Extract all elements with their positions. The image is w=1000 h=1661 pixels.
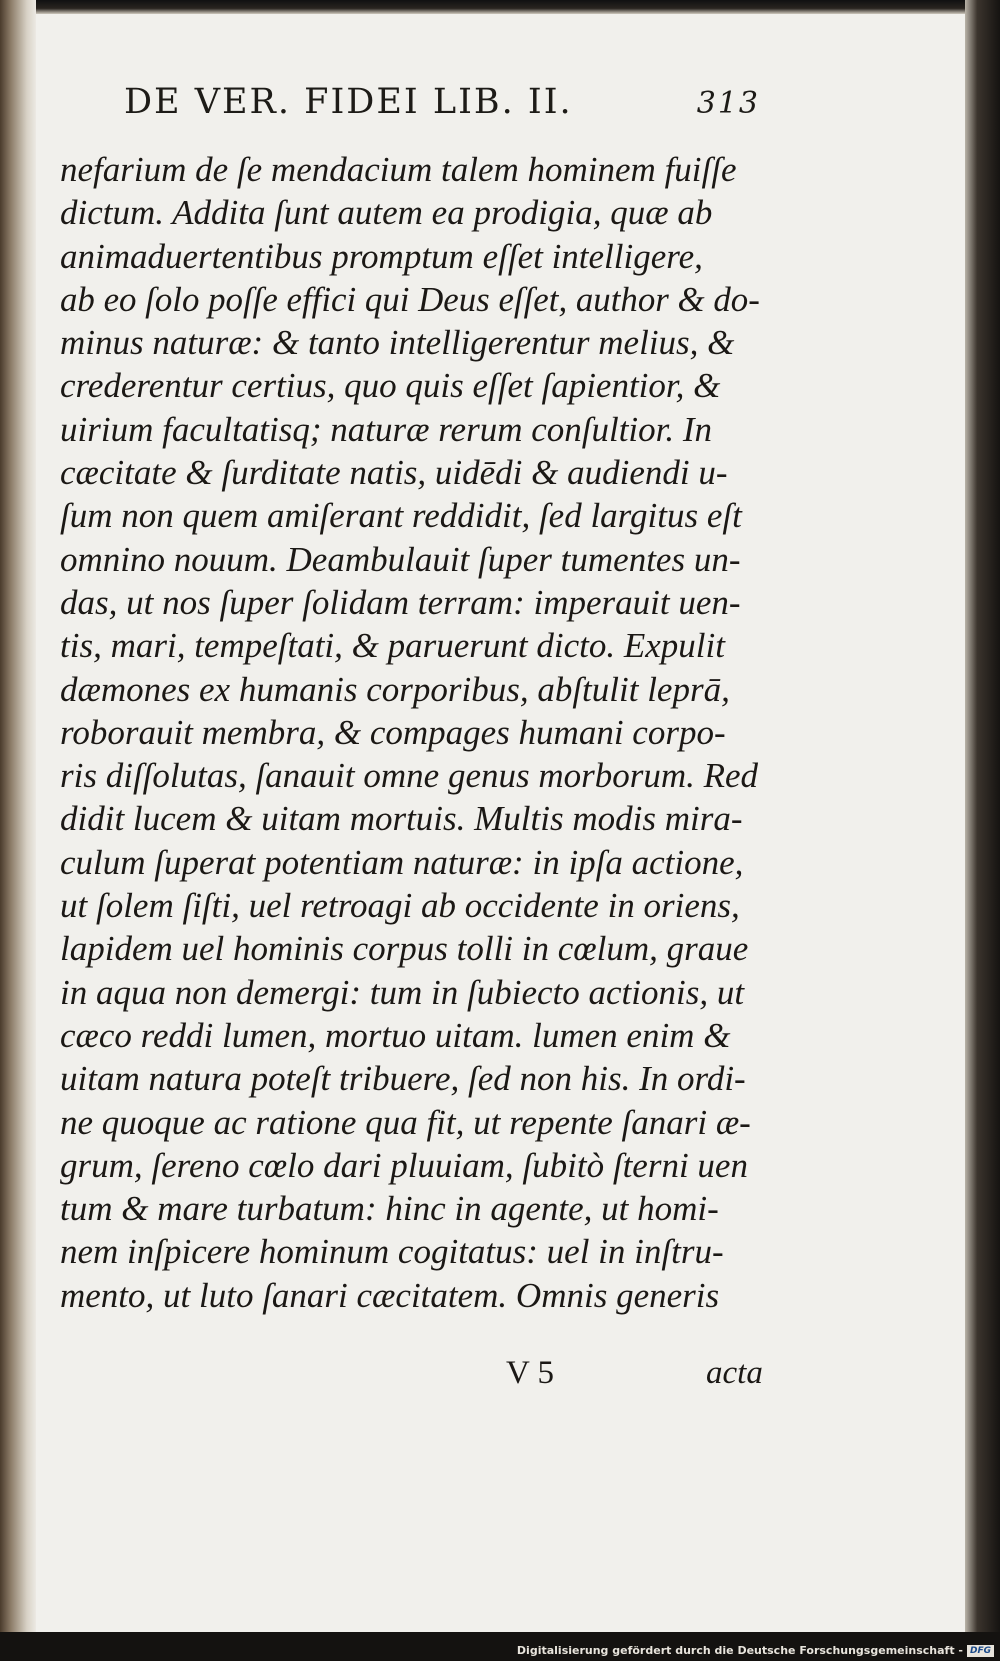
text-line: nefarium de ſe mendacium talem hominem fuiſſe bbox=[60, 150, 737, 189]
text-line: lapidem uel hominis corpus tolli in cœlum, graue bbox=[60, 929, 749, 969]
right-edge bbox=[965, 0, 1000, 1661]
signature-mark: V 5 bbox=[506, 1355, 554, 1391]
catchword: acta bbox=[706, 1355, 763, 1391]
text-line: minus naturæ: & tanto intelligerentur melius, & bbox=[60, 323, 735, 363]
text-line: animaduertentibus promptum eſſet intelligere, bbox=[60, 236, 703, 276]
body-text bbox=[60, 148, 760, 1317]
text-line: nem inſpicere hominum cogitatus: uel in inſtru- bbox=[60, 1232, 724, 1272]
text-line: das, ut nos ſuper ſolidam terram: imperauit uen- bbox=[60, 582, 741, 622]
text-line: tum & mare turbatum: hinc in agente, ut homi- bbox=[60, 1189, 719, 1229]
digitization-credit bbox=[517, 1644, 994, 1657]
page-footer bbox=[0, 1355, 1000, 1399]
text-line: didit lucem & uitam mortuis. Multis modis mira- bbox=[60, 799, 743, 839]
text-line: mento, ut luto ſanari cæcitatem. Omnis generis bbox=[60, 1275, 720, 1315]
text-line: ut ſolem ſiſti, uel retroagi ab occidente in oriens, bbox=[60, 886, 740, 926]
text-line: tis, mari, tempeſtati, & paruerunt dicto. Expulit bbox=[60, 626, 725, 666]
text-line: dæmones ex humanis corporibus, abſtulit leprā, bbox=[60, 669, 730, 709]
text-line: grum, ſereno cœlo dari pluuiam, ſubitò ſterni uen bbox=[60, 1145, 748, 1185]
running-title: DE VER. FIDEI LIB. II. bbox=[124, 82, 573, 122]
text-line: ab eo ſolo poſſe effici qui Deus eſſet, author & do- bbox=[60, 279, 760, 319]
text-line: ne quoque ac ratione qua fit, ut repente ſanari æ- bbox=[60, 1102, 751, 1142]
text-line: roborauit membra, & compages humani corpo- bbox=[60, 712, 726, 752]
credit-text: Digitalisierung gefördert durch die Deutsche Forschungsgemeinschaft - bbox=[516, 1644, 963, 1657]
dfg-logo-icon: DFG bbox=[967, 1645, 994, 1657]
text-line: crederentur certius, quo quis eſſet ſapientior, & bbox=[60, 366, 721, 406]
text-line: cæcitate & ſurditate natis, uidēdi & audiendi u- bbox=[60, 453, 728, 493]
text-line: culum ſuperat potentiam naturæ: in ipſa actione, bbox=[60, 842, 744, 882]
text-line: uirium facultatisq; naturæ rerum conſultior. In bbox=[60, 409, 713, 449]
text-line: dictum. Addita ſunt autem ea prodigia, quæ ab bbox=[60, 193, 713, 233]
text-line: ſum non quem amiſerant reddidit, ſed largitus eſt bbox=[60, 496, 742, 536]
text-line: uitam natura poteſt tribuere, ſed non his. In ordi- bbox=[60, 1059, 746, 1099]
text-line: omnino nouum. Deambulauit ſuper tumentes un- bbox=[60, 539, 741, 579]
page-number: 313 bbox=[696, 86, 760, 121]
top-edge bbox=[0, 0, 1000, 14]
text-line: cæco reddi lumen, mortuo uitam. lumen enim & bbox=[60, 1015, 731, 1055]
text-line: ris diſſolutas, ſanauit omne genus morborum. Red bbox=[60, 756, 759, 796]
text-line: in aqua non demergi: tum in ſubiecto actionis, ut bbox=[60, 972, 745, 1012]
